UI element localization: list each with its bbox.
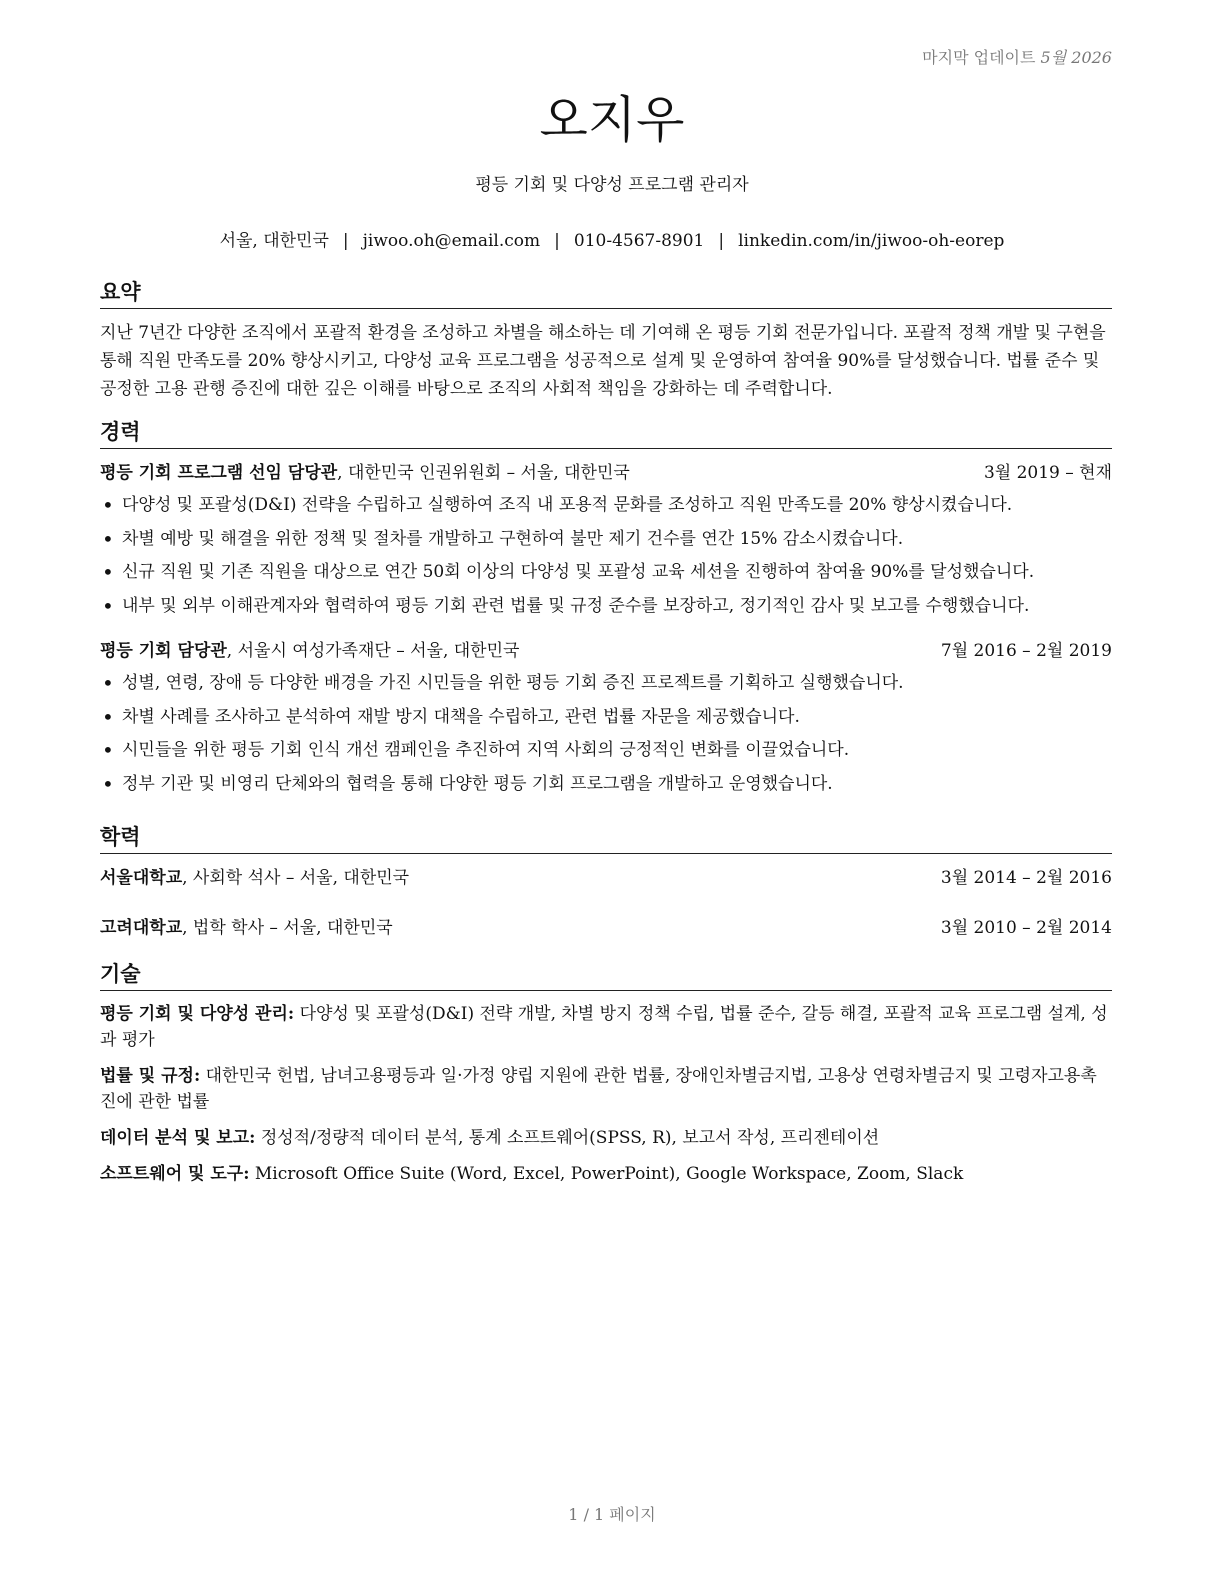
last-updated-date: 5월 2026 <box>1040 48 1112 67</box>
summary-section <box>100 276 1112 403</box>
contact-linkedin[interactable]: linkedin.com/in/jiwoo-oh-eorep <box>738 231 1005 251</box>
last-updated <box>922 45 1112 68</box>
education-school: 서울대학교 <box>100 868 183 888</box>
job-bullet: • 시민들을 위한 평등 기회 인식 개선 캠페인을 추진하여 지역 사회의 긍정적인 변화를 이끌었습니다. <box>100 734 1112 768</box>
job-role: 평등 기회 프로그램 선임 담당관 <box>100 463 338 483</box>
job-header <box>100 459 1112 487</box>
experience-section <box>100 416 1112 801</box>
job-dates: 3월 2019 – 현재 <box>983 463 1112 483</box>
skill-value: 다양성 및 포괄성(D&I) 전략 개발, 차별 방지 정책 수립, 법률 준수, 갈등 해결, 포괄적 교육 프로그램 설계, 성과 평가 <box>100 1004 1108 1050</box>
job-dates: 7월 2016 – 2월 2019 <box>940 641 1112 661</box>
job-bullet: • 차별 사례를 조사하고 분석하여 재발 방지 대책을 수립하고, 관련 법률 자문을 제공했습니다. <box>100 701 1112 735</box>
skill-label: 소프트웨어 및 도구: <box>100 1164 250 1184</box>
education-entry <box>100 914 1112 942</box>
job-role: 평등 기회 담당관 <box>100 641 227 661</box>
section-title-summary: 요약 <box>100 276 1112 309</box>
skill-item <box>100 1161 1112 1187</box>
skill-value: Microsoft Office Suite (Word, Excel, PowerPoint), Google Workspace, Zoom, Slack <box>249 1164 964 1184</box>
section-title-skills: 기술 <box>100 958 1112 991</box>
job-bullet: • 차별 예방 및 해결을 위한 정책 및 절차를 개발하고 구현하여 불만 제기 건수를 연간 15% 감소시켰습니다. <box>100 523 1112 557</box>
job-header <box>100 637 1112 665</box>
headline: 평등 기회 및 다양성 프로그램 관리자 <box>475 175 749 195</box>
skill-label: 법률 및 규정: <box>100 1066 201 1086</box>
skill-value: 대한민국 헌법, 남녀고용평등과 일·가정 양립 지원에 관한 법률, 장애인차별금지법, 고용상 연령차별금지 및 고령자고용촉진에 관한 법률 <box>100 1066 1097 1112</box>
education-detail: , 법학 학사 – 서울, 대한민국 <box>182 918 393 938</box>
job-org: , 대한민국 인권위원회 – 서울, 대한민국 <box>337 463 630 483</box>
education-section <box>100 821 1112 942</box>
contact-separator: | <box>718 231 725 251</box>
education-school: 고려대학교 <box>100 918 183 938</box>
page-indicator: 1 / 1 페이지 <box>568 1505 656 1524</box>
contact-location: 서울, 대한민국 <box>219 231 329 251</box>
education-dates: 3월 2014 – 2월 2016 <box>940 868 1112 888</box>
contact-separator: | <box>554 231 560 251</box>
job-entry <box>100 637 1112 801</box>
job-org: , 서울시 여성가족재단 – 서울, 대한민국 <box>226 641 520 661</box>
summary-text: 지난 7년간 다양한 조직에서 포괄적 환경을 조성하고 차별을 해소하는 데 기여해 온 평등 기회 전문가입니다. 포괄적 정책 개발 및 구현을 통해 직원 만족도를 20% 향상시키고, 다양성 교육 프로그램을 성공적으로 설계 및 운영하여 참여율 90%를 달성했습니다. 법률 준수 및 공정한 고용 관행 증진에 대한 깊은 이해를 바탕으로 조직의 사회적 책임을 강화하는 데 주력합니다. <box>100 323 1106 399</box>
skill-value: 정성적/정량적 데이터 분석, 통계 소프트웨어(SPSS, R), 보고서 작성, 프리젠테이션 <box>255 1128 880 1148</box>
last-updated-prefix: 마지막 업데이트 <box>922 48 1036 67</box>
education-entry <box>100 864 1112 892</box>
job-bullet: • 성별, 연령, 장애 등 다양한 배경을 가진 시민들을 위한 평등 기회 증진 프로젝트를 기획하고 실행했습니다. <box>100 667 1112 701</box>
education-dates: 3월 2010 – 2월 2014 <box>940 918 1112 938</box>
skill-label: 데이터 분석 및 보고: <box>100 1128 256 1148</box>
job-bullet: • 다양성 및 포괄성(D&I) 전략을 수립하고 실행하여 조직 내 포용적 문화를 조성하고 직원 만족도를 20% 향상시켰습니다. <box>100 489 1112 523</box>
contact-email[interactable]: jiwoo.oh@email.com <box>362 231 541 251</box>
skill-label: 평등 기회 및 다양성 관리: <box>100 1004 295 1024</box>
section-title-experience: 경력 <box>100 416 1112 449</box>
contact-separator: | <box>342 231 349 251</box>
education-detail: , 사회학 석사 – 서울, 대한민국 <box>182 868 410 888</box>
section-title-education: 학력 <box>100 821 1112 854</box>
job-bullets <box>100 667 1112 801</box>
skill-item <box>100 1001 1112 1053</box>
contact-phone: 010-4567-8901 <box>573 231 705 251</box>
skill-item <box>100 1125 1112 1151</box>
job-bullet: • 정부 기관 및 비영리 단체와의 협력을 통해 다양한 평등 기회 프로그램을 개발하고 운영했습니다. <box>100 768 1112 802</box>
person-name: 오지우 <box>539 91 685 149</box>
job-bullet: • 신규 직원 및 기존 직원을 대상으로 연간 50회 이상의 다양성 및 포괄성 교육 세션을 진행하여 참여율 90%를 달성했습니다. <box>100 556 1112 590</box>
contact-line <box>0 226 1224 251</box>
skill-item <box>100 1063 1112 1115</box>
skills-section <box>100 958 1112 1197</box>
job-bullet: • 내부 및 외부 이해관계자와 협력하여 평등 기회 관련 법률 및 규정 준수를 보장하고, 정기적인 감사 및 보고를 수행했습니다. <box>100 590 1112 624</box>
job-entry <box>100 459 1112 623</box>
job-bullets <box>100 489 1112 623</box>
